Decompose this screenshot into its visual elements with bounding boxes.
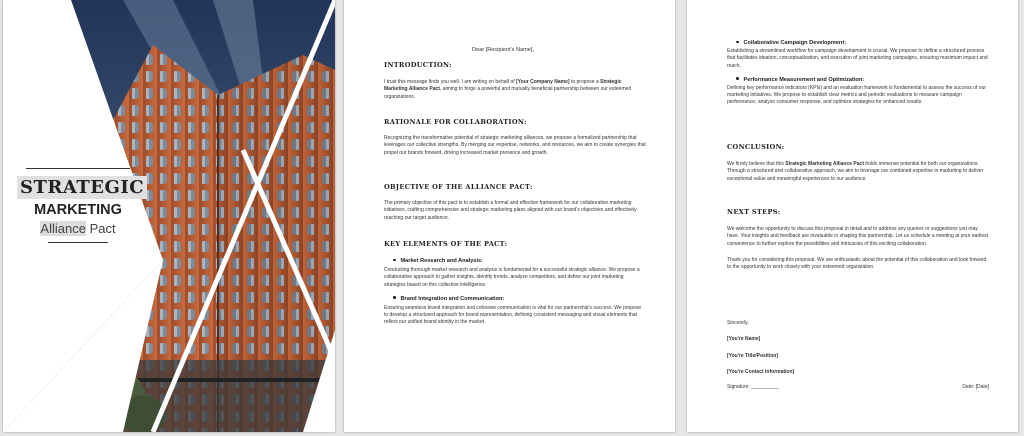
objective-heading: OBJECTIVE OF THE ALLIANCE PACT: (384, 183, 533, 191)
introduction-section (384, 61, 646, 101)
conclusion-text (727, 161, 989, 183)
next-steps-section (727, 208, 989, 271)
item1-text: Conducting thorough market research and analysis is fundamental for a successful strategic alliance. We propose a collaborative approach to gather insights, identify trends, analyze competitors, and define our joint marketing strategies based on this collective intelligence. (384, 267, 640, 288)
signature-line: Signature: __________ (727, 384, 779, 391)
item4-title-text: Performance Measurement and Optimization: (743, 76, 865, 83)
intro-part-3: , aiming to forge a powerful and mutually beneficial partnership between our esteemed organizations. (384, 86, 632, 100)
date-line: Date: [Date] (962, 384, 989, 391)
cover-title-alliance (17, 221, 139, 236)
bullet-icon (393, 259, 396, 262)
conclusion-part-1: We firmly believe that this (727, 161, 786, 167)
bullet-icon (393, 296, 396, 299)
dear-line: Dear [Recipient's Name], (472, 46, 535, 53)
intro-text (384, 79, 646, 101)
objective-text: The primary objective of this pact is to establish a formal and effective framework for our collaborative marketing initiatives, crafting comprehensive and strategic marketing plans aligned with our brand's objectives and effectively reaching our target audience. (384, 200, 637, 221)
item1-title (384, 258, 646, 264)
signature-block (727, 320, 989, 392)
your-title: [You're Title/Position] (727, 352, 779, 359)
intro-pact: Strategic Marketing Alliance Pact (384, 79, 622, 93)
key-elements-heading: KEY ELEMENTS OF THE PACT: (384, 240, 508, 248)
cover-title-block (17, 168, 145, 243)
cover-title-marketing: MARKETING (34, 202, 122, 218)
intro-company: [Your Company Name] (516, 79, 570, 85)
conclusion-part-2: holds immense potential for both our organizations. Through a structured and collaborative approach, we aim to leverage our combined expertise in marketing to deliver exceptional value and meaningful experiences to our audience. (727, 161, 984, 182)
item2-title (384, 296, 646, 302)
signature-date-row (727, 384, 989, 392)
salutation (472, 41, 534, 58)
item2-text: Ensuring seamless brand integration and cohesive communication is vital for our partnership's success. We propose to develop a structured approach for brand representation, defining consistent messaging and visual elements that reflect our unified brand identity in the market. (384, 304, 642, 326)
rationale-section (384, 118, 646, 157)
item3-title (727, 40, 989, 46)
letter-page-2 (687, 0, 1018, 432)
key-elements-section (384, 240, 646, 327)
conclusion-heading: CONCLUSION: (727, 143, 785, 151)
item3-text: Establishing a streamlined workflow for campaign development is crucial. We propose to define a structured process that facilitates ideation, conceptualization, and execution of joint marketing campaigns, ensuring maximum impact and reach. (727, 48, 988, 69)
title-top-rule (26, 168, 130, 169)
cover-title-pact-word: Pact (85, 221, 116, 236)
next-steps-heading: NEXT STEPS: (727, 208, 781, 216)
item3-title-text: Collaborative Campaign Development: (743, 40, 847, 46)
cover-title-strategic: STRATEGIC (17, 176, 147, 199)
item4-text: Defining key performance indicators (KPIs) and an evaluation framework is fundamental to assess the success of our marketing initiatives. We propose to establish clear metrics and periodic evaluations to measure campaign performance, analyze consumer response, and optimize strategies for enhanced results. (727, 84, 987, 106)
next-steps-text: We welcome the opportunity to discuss this proposal in detail and to address any queries or suggestions you may have. Your insights and feedback are invaluable in shaping this partnership. Let us schedule a meeting at your earliest convenience to further explore the possibilities and intricacies of this exciting collaboration. (727, 226, 989, 247)
item4-title (727, 77, 989, 83)
rationale-heading: RATIONALE FOR COLLABORATION: (384, 118, 527, 126)
bullet-icon (736, 77, 739, 80)
your-name: [You're Name] (727, 336, 761, 343)
rationale-text: Recognizing the transformative potential of strategic marketing alliances, we propose a formalized partnership that leverages our collective strengths. By merging our expertise, networks, and resources, we aim to create synergies that propel our brands forward, driving increased market presence and growth. (384, 135, 646, 156)
title-bottom-rule (48, 242, 108, 243)
intro-part-1: I trust this message finds you well. I am writing on behalf of (384, 79, 517, 85)
cover-title-alliance-word: Alliance (40, 221, 86, 236)
item1-title-text: Market Research and Analysis: (400, 258, 483, 264)
cover-page (3, 0, 335, 432)
bullet-icon (736, 41, 739, 44)
intro-part-2: to propose a (569, 79, 601, 85)
item2-title-text: Brand Integration and Communication: (400, 295, 505, 302)
intro-heading: INTRODUCTION: (384, 61, 452, 69)
sincerely: Sincerely, (727, 320, 749, 326)
conclusion-pact: Strategic Marketing Alliance Pact (785, 161, 864, 167)
conclusion-section (727, 143, 989, 183)
thanks-text: Thank you for considering this proposal. We are enthusiastic about the potential of this collaboration and look forward to the opportunity to work closely with your esteemed organization. (727, 256, 987, 271)
key-elements-continued (727, 40, 989, 107)
objective-section (384, 183, 646, 222)
your-contact: [You're Contact Information] (727, 368, 795, 375)
letter-page-1 (344, 0, 675, 432)
